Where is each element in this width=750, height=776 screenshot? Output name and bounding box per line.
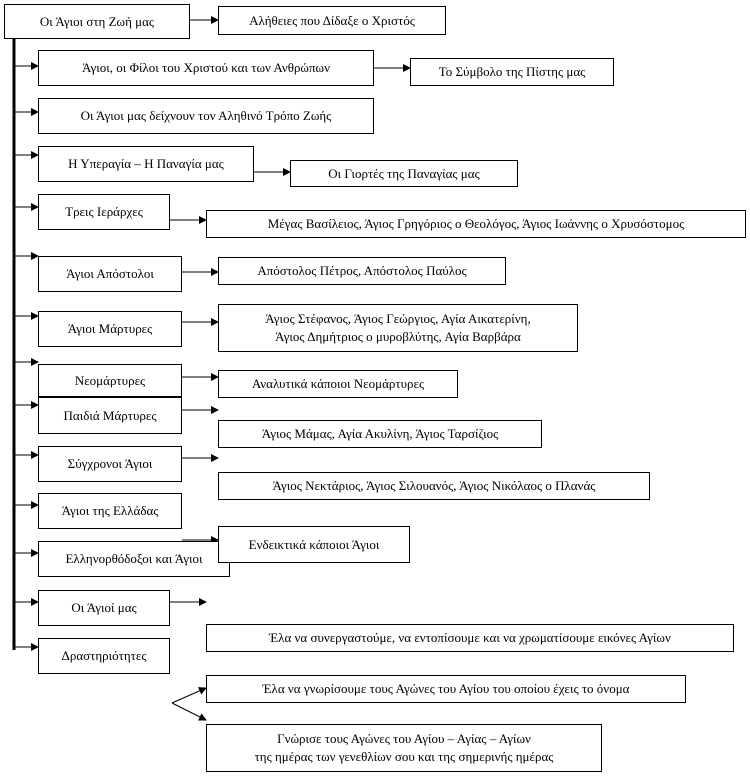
- branch-b14: Δραστηριότητες: [38, 638, 170, 674]
- detail-d9: Ενδεικτικά κάποιοι Άγιοι: [218, 526, 410, 563]
- branch-b10: Σύγχρονοι Άγιοι: [38, 446, 182, 482]
- branch-b3: Οι Άγιοι μας δείχνουν τον Αληθινό Τρόπο Ζωής: [38, 98, 374, 134]
- detail-d2: Οι Γιορτές της Παναγίας μας: [290, 160, 518, 187]
- detail-d1: Το Σύμβολο της Πίστης μας: [410, 58, 614, 86]
- detail-d11: Έλα να γνωρίσουμε τους Αγώνες του Αγίου του οποίου έχεις το όνομα: [206, 675, 686, 703]
- branch-b11: Άγιοι της Ελλάδας: [38, 493, 182, 529]
- branch-b4: Η Υπεραγία – Η Παναγία μας: [38, 146, 254, 182]
- branch-b2: Άγιοι, οι Φίλοι του Χριστού και των Ανθρώπων: [38, 50, 374, 86]
- detail-d3: Μέγας Βασίλειος, Άγιος Γρηγόριος ο Θεολόγος, Άγιος Ιωάννης ο Χρυσόστομος: [206, 210, 746, 238]
- branch-b6: Άγιοι Απόστολοι: [38, 256, 182, 292]
- arrow-fork-d11: [172, 688, 206, 703]
- branch-b8: Νεομάρτυρες: [38, 364, 182, 397]
- detail-d4: Απόστολος Πέτρος, Απόστολος Παύλος: [218, 257, 506, 285]
- detail-d5: [218, 304, 578, 352]
- branch-b1: Αλήθειες που Δίδαξε ο Χριστός: [218, 6, 446, 35]
- branch-b12: Ελληνορθόδοξοι και Άγιοι: [38, 541, 230, 577]
- branch-b9: Παιδιά Μάρτυρες: [38, 397, 182, 434]
- detail-d12: [206, 724, 602, 772]
- branch-b7: Άγιοι Μάρτυρες: [38, 311, 182, 347]
- detail-d6: Αναλυτικά κάποιοι Νεομάρτυρες: [218, 370, 458, 398]
- detail-d5-line1: Άγιος Στέφανος, Άγιος Γεώργιος, Αγία Αικατερίνη,: [265, 311, 531, 326]
- detail-d7: Άγιος Μάμας, Αγία Ακυλίνη, Άγιος Ταρσίζιος: [218, 420, 542, 448]
- detail-d8: Άγιος Νεκτάριος, Άγιος Σιλουανός, Άγιος Νικόλαος ο Πλανάς: [218, 472, 650, 500]
- root-box: Οι Άγιοι στη Ζωή μας: [4, 4, 190, 39]
- branch-b13: Οι Άγιοί μας: [38, 590, 170, 626]
- detail-d10: Έλα να συνεργαστούμε, να εντοπίσουμε και να χρωματίσουμε εικόνες Αγίων: [206, 624, 734, 652]
- arrow-fork-d12: [172, 703, 206, 720]
- detail-d12-line2: της ημέρας των γενεθλίων σου και της σημερινής ημέρας: [254, 749, 554, 764]
- branch-b5: Τρεις Ιεράρχες: [38, 194, 170, 230]
- detail-d12-line1: Γνώρισε τους Αγώνες του Αγίου – Αγίας – Αγίων: [277, 731, 531, 746]
- detail-d5-line2: Άγιος Δημήτριος ο μυροβλύτης, Αγία Βαρβάρα: [275, 329, 521, 344]
